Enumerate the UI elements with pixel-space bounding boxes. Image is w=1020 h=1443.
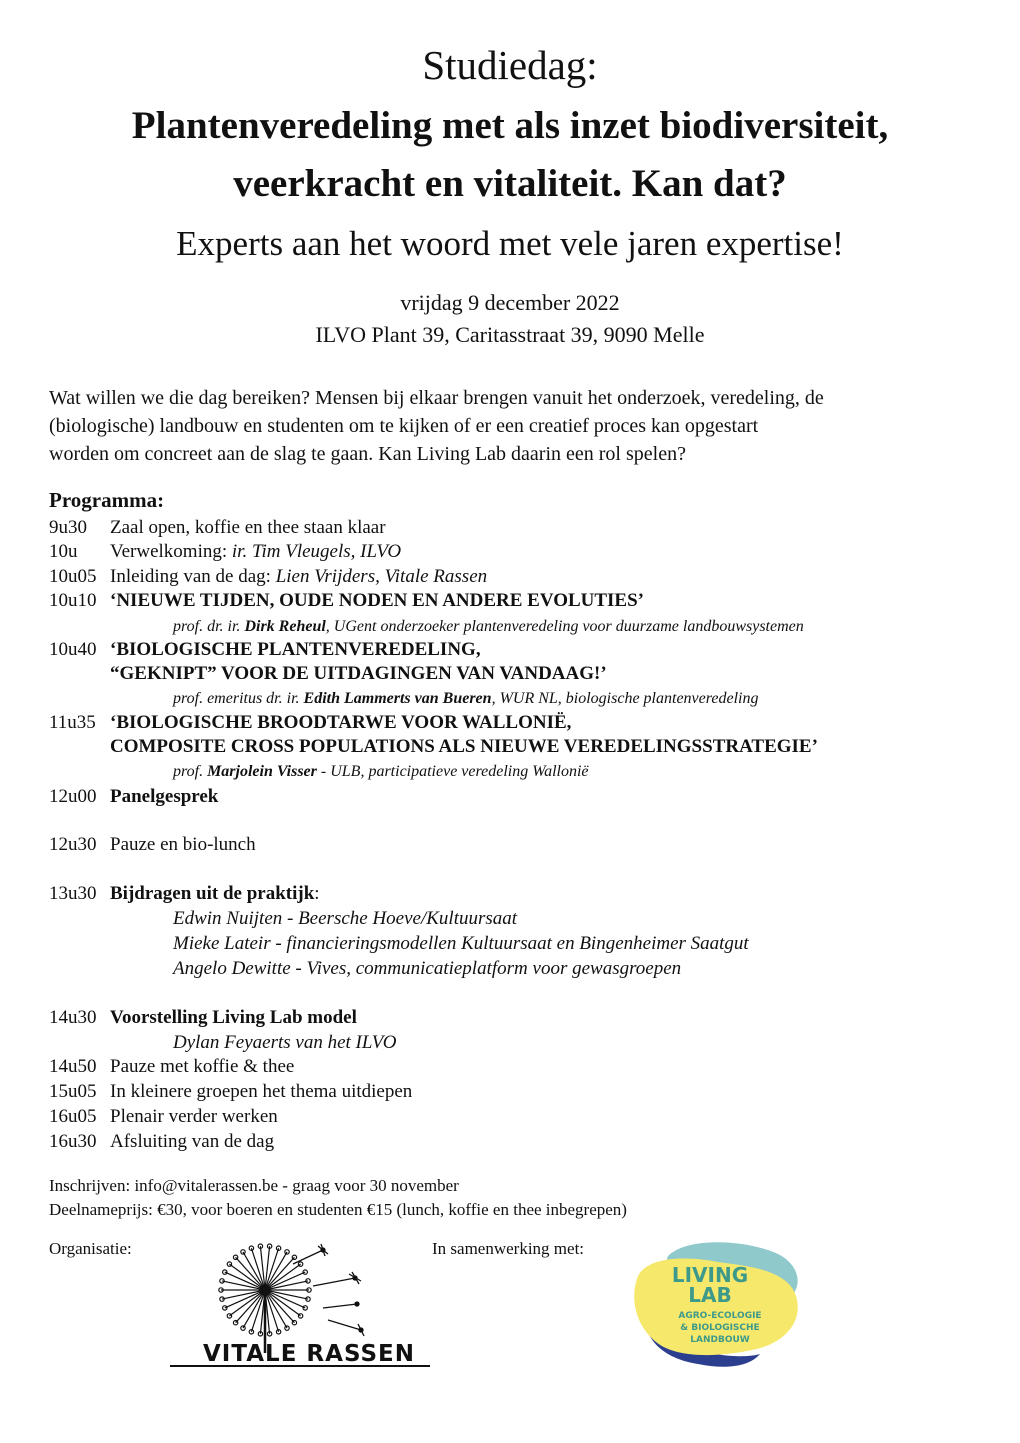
living-lab-tagline: & BIOLOGISCHE	[680, 1323, 760, 1333]
dandelion-icon	[219, 1244, 311, 1353]
program-text	[110, 882, 320, 906]
program-text: Panelgesprek	[110, 786, 219, 807]
talk-speaker	[173, 616, 804, 638]
program-time: 16u30	[49, 1131, 97, 1152]
intro-line: (biologische) landbouw en studenten om te kijken of er een creatief proces kan opgestart	[49, 415, 759, 437]
intro-paragraph	[49, 384, 979, 468]
living-lab-title: LIVING	[671, 1263, 749, 1287]
program-text	[110, 540, 401, 564]
registration-info: Inschrijven: info@vitalerassen.be - graag voor 30 november	[49, 1176, 459, 1195]
subtitle: Experts aan het woord met vele jaren expertise!	[176, 224, 844, 263]
practice-contribution: Angelo Dewitte - Vives, communicatieplatform voor gewasgroepen	[173, 958, 682, 979]
program-heading: Programma:	[49, 488, 165, 512]
living-lab-tagline: LANDBOUW	[690, 1335, 750, 1345]
dandelion-seed-tip	[285, 1326, 289, 1330]
program-time: 16u05	[49, 1106, 97, 1127]
speaker-suffix: - ULB, participatieve veredeling Wallonië	[316, 763, 589, 780]
program-text	[110, 565, 487, 589]
program-speaker: Lien Vrijders, Vitale Rassen	[275, 566, 488, 587]
program-text: Afsluiting van de dag	[110, 1131, 275, 1152]
talk-title: ‘BIOLOGISCHE PLANTENVEREDELING,	[110, 639, 481, 660]
program-time: 14u30	[49, 1007, 97, 1028]
program-text: Zaal open, koffie en thee staan klaar	[110, 517, 386, 538]
program-time: 14u50	[49, 1056, 97, 1077]
price-info: Deelnameprijs: €30, voor boeren en studenten €15 (lunch, koffie en thee inbegrepen)	[49, 1200, 627, 1219]
event-venue: ILVO Plant 39, Caritasstraat 39, 9090 Melle	[315, 322, 705, 347]
program-text: Pauze en bio-lunch	[110, 834, 256, 855]
practice-contribution: Edwin Nuijten - Beersche Hoeve/Kultuursaat	[173, 908, 518, 929]
living-lab-title: LAB	[688, 1283, 732, 1307]
talk-title: ‘BIOLOGISCHE BROODTARWE VOOR WALLONIË,	[110, 712, 572, 733]
speaker-suffix: , WUR NL, biologische plantenveredeling	[491, 690, 759, 707]
speaker-prefix: prof. dr. ir.	[173, 618, 245, 635]
speaker-prefix: prof.	[173, 763, 208, 780]
talk-title: ‘NIEUWE TIJDEN, OUDE NODEN EN ANDERE EVOLUTIES’	[110, 590, 645, 611]
title-line-2: veerkracht en vitaliteit. Kan dat?	[233, 162, 787, 205]
talk-speaker	[173, 688, 758, 710]
program-time: 13u30	[49, 883, 97, 904]
talk-title-continued: COMPOSITE CROSS POPULATIONS ALS NIEUWE VEREDELINGSSTRATEGIE’	[110, 736, 818, 757]
program-speaker: Dylan Feyaerts van het ILVO	[173, 1032, 397, 1053]
program-speaker: ir. Tim Vleugels, ILVO	[231, 541, 402, 562]
dandelion-seed-tip	[241, 1326, 245, 1330]
program-time: 11u35	[49, 712, 96, 733]
living-lab-tagline: AGRO-ECOLOGIE	[678, 1311, 762, 1321]
organisation-label: Organisatie:	[49, 1239, 132, 1258]
program-text-label: Inleiding van de dag:	[110, 566, 276, 587]
speaker-name: Dirk Reheul	[244, 618, 326, 635]
living-lab-logo	[628, 1236, 808, 1376]
program-text-label: Bijdragen uit de praktijk	[110, 883, 315, 904]
practice-contribution: Mieke Lateir - financieringsmodellen Kultuursaat en Bingenheimer Saatgut	[173, 933, 749, 954]
program-text-colon: :	[314, 883, 320, 904]
program-text: In kleinere groepen het thema uitdiepen	[110, 1081, 413, 1102]
kicker: Studiedag:	[422, 42, 598, 88]
speaker-name: Marjolein Visser	[207, 763, 317, 780]
program-time: 9u30	[49, 517, 87, 538]
program-time: 12u00	[49, 786, 97, 807]
program-text-label: Verwelkoming:	[110, 541, 232, 562]
vitale-rassen-wordmark: VITALE RASSEN	[203, 1341, 416, 1367]
program-time: 10u	[49, 541, 78, 562]
talk-speaker	[173, 761, 589, 783]
program-text: Pauze met koffie & thee	[110, 1056, 295, 1077]
intro-line: worden om concreet aan de slag te gaan. Kan Living Lab daarin een rol spelen?	[49, 443, 686, 465]
event-date: vrijdag 9 december 2022	[400, 290, 620, 315]
vitale-rassen-logo	[165, 1238, 440, 1373]
program-time: 12u30	[49, 834, 97, 855]
program-text: Plenair verder werken	[110, 1106, 278, 1127]
intro-line: Wat willen we die dag bereiken? Mensen bij elkaar brengen vanuit het onderzoek, veredeling, de	[49, 387, 824, 409]
dandelion-seed-tip	[285, 1250, 289, 1254]
program-time: 15u05	[49, 1081, 97, 1102]
program-time: 10u10	[49, 590, 97, 611]
speaker-suffix: , UGent onderzoeker plantenveredeling voor duurzame landbouwsystemen	[325, 618, 804, 635]
program-text: Voorstelling Living Lab model	[110, 1007, 357, 1028]
program-time: 10u05	[49, 566, 97, 587]
dandelion-seed-tip	[241, 1250, 245, 1254]
speaker-name: Edith Lammerts van Bueren	[303, 690, 492, 707]
talk-title-continued: “GEKNIPT” VOOR DE UITDAGINGEN VAN VANDAAG!’	[110, 663, 607, 684]
partner-label: In samenwerking met:	[432, 1239, 585, 1258]
program-time: 10u40	[49, 639, 97, 660]
title-line-1: Plantenveredeling met als inzet biodiversiteit,	[131, 104, 889, 147]
speaker-prefix: prof. emeritus dr. ir.	[173, 690, 304, 707]
